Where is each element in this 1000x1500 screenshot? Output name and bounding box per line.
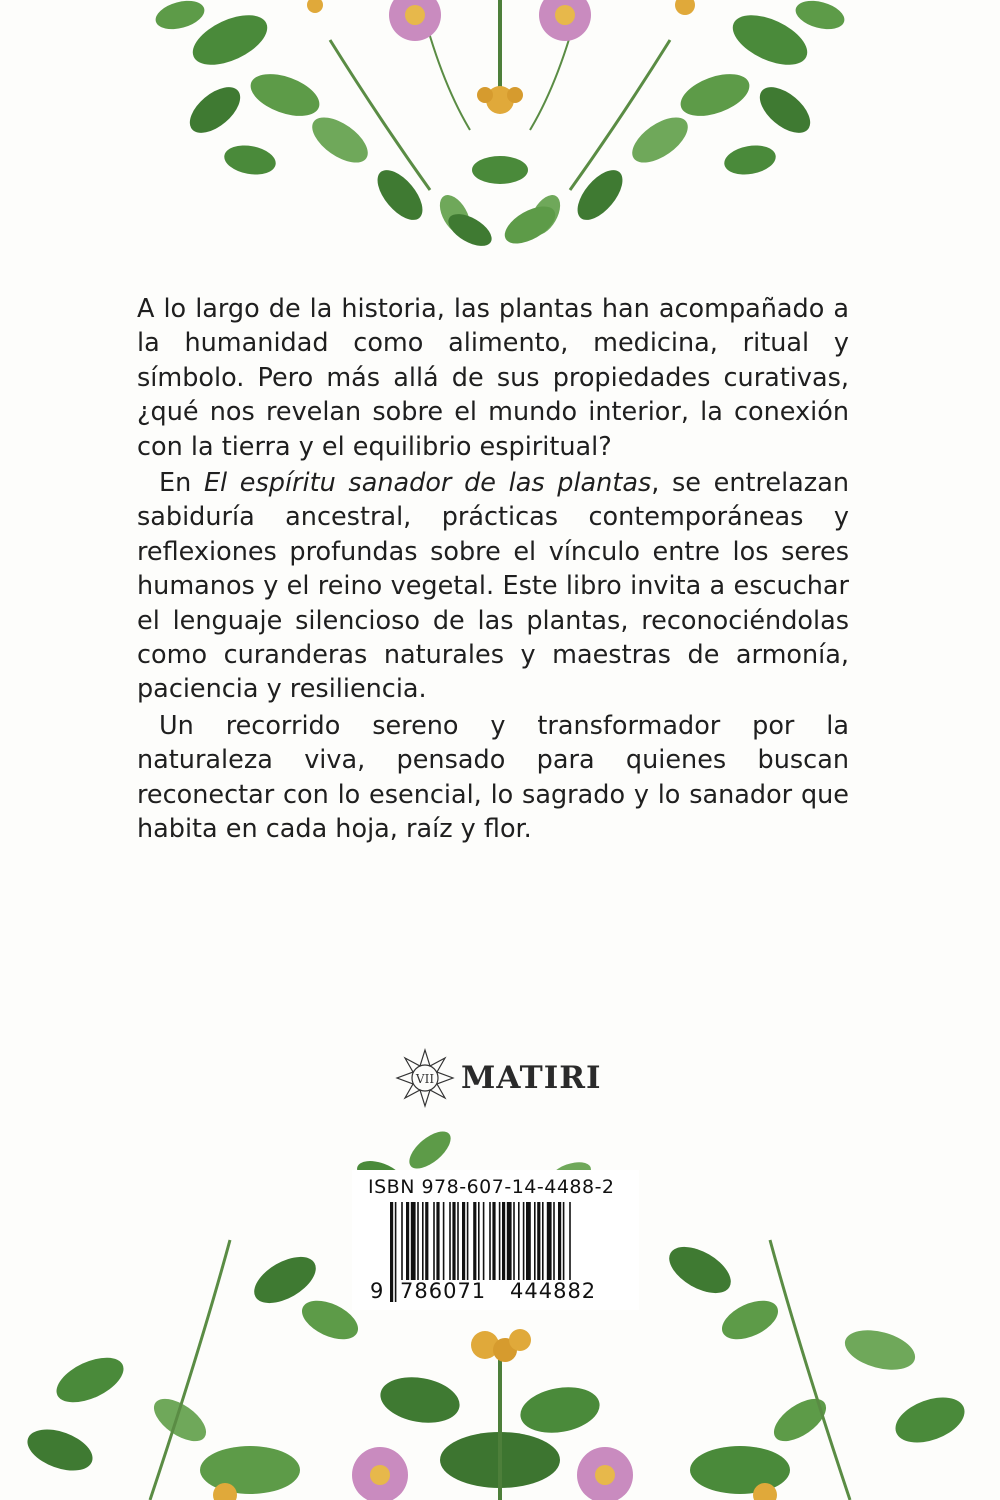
barcode-bar (473, 1202, 476, 1280)
barcode-digits-right: 444882 (510, 1279, 597, 1303)
barcode-bar (422, 1202, 424, 1280)
barcode-lead-digit: 9 (370, 1279, 385, 1303)
barcode-bar (452, 1202, 455, 1280)
barcode-bar (390, 1202, 393, 1302)
barcode-bar (457, 1202, 459, 1280)
barcode-bar (502, 1202, 505, 1280)
barcode-bar (563, 1202, 565, 1280)
publisher-logo (395, 1048, 602, 1108)
barcode-bar (436, 1202, 439, 1280)
barcode-bar (547, 1202, 552, 1280)
barcode-bar (558, 1202, 561, 1280)
barcode-bar (542, 1202, 544, 1280)
barcode-bar (492, 1202, 495, 1280)
barcode-bar (401, 1202, 403, 1280)
barcode-bar (449, 1202, 451, 1280)
star-emblem-icon (395, 1048, 455, 1108)
isbn-label: ISBN 978-607-14-4488-2 (368, 1176, 615, 1198)
barcode-bar (417, 1202, 419, 1280)
barcode-bar (499, 1202, 501, 1280)
barcode-bar (406, 1202, 409, 1280)
barcode-bar (489, 1202, 491, 1280)
blurb-paragraph-1: A lo largo de la historia, las plantas han acompañado a la humanidad como alimento, medicina, ritual y símbolo. Pero más allá de sus propiedades curativas, ¿qué nos revelan sobre el mundo interior, la conexión con la tierra y el equilibrio espiritual? (137, 294, 849, 462)
barcode-bar (537, 1202, 540, 1280)
top-floral-illustration (0, 0, 1000, 260)
barcode-bar (553, 1202, 555, 1280)
blurb-paragraph-2-prefix: En (159, 468, 204, 499)
barcode-bar (534, 1202, 536, 1280)
barcode-bar (518, 1202, 520, 1280)
emblem-numeral: VII (415, 1072, 435, 1086)
book-title-italic: El espíritu sanador de las plantas (203, 468, 652, 499)
barcode-bar (425, 1202, 428, 1280)
barcode-bar (467, 1202, 469, 1280)
barcode-bar (507, 1202, 512, 1280)
isbn-barcode (352, 1170, 639, 1310)
barcode-bar (513, 1202, 515, 1280)
barcode-bar (526, 1202, 531, 1280)
barcode-digits-left: 786071 (400, 1279, 487, 1303)
publisher-name: MATIRI (461, 1060, 602, 1096)
barcode-bar (462, 1202, 465, 1280)
barcode-bar (411, 1202, 416, 1280)
blurb-paragraph-2 (137, 466, 849, 707)
leaf-cluster-icon (152, 0, 847, 252)
barcode-bar (443, 1202, 445, 1280)
blurb-paragraph-3: Un recorrido sereno y transformador por la naturaleza viva, pensado para quienes buscan reconectar con lo esencial, lo sagrado y lo sanador que habita en cada hoja, raíz y flor. (137, 710, 849, 845)
barcode-bar (395, 1202, 397, 1302)
back-cover-blurb (137, 292, 849, 849)
barcode-bar (523, 1202, 525, 1280)
barcode-bar (433, 1202, 435, 1280)
blurb-paragraph-2-rest: , se entrelazan sabiduría ancestral, prácticas contemporáneas y reflexiones profundas sobre el vínculo entre los seres humanos y el reino vegetal. Este libro invita a escuchar el lenguaje silencioso de las plantas, reconociéndolas como curanderas naturales y maestras de armonía, paciencia y resiliencia. (137, 468, 849, 705)
